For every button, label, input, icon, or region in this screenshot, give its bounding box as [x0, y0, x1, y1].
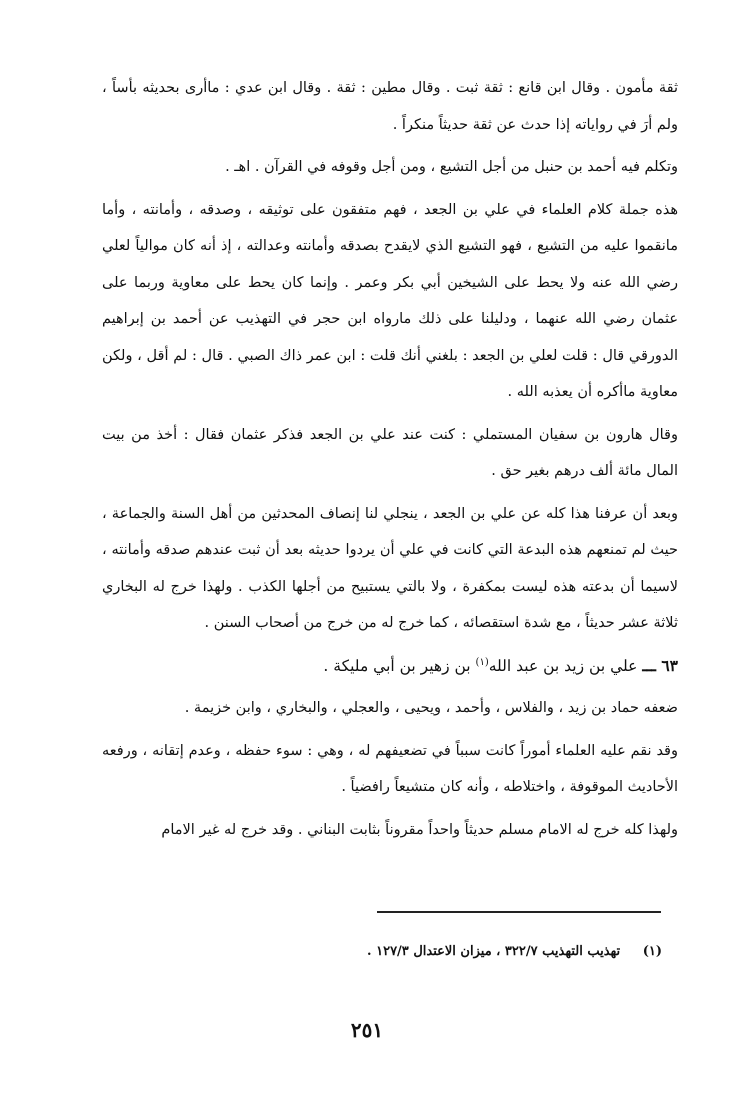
entry-name-start: علي بن زيد بن عبد الله	[488, 656, 638, 675]
footnote-number: (١)	[642, 944, 662, 959]
paragraph-summary: هذه جملة كلام العلماء في علي بن الجعد ، فهم متفقون على توثيقه ، وصدقه ، وأمانته ، وأما مانقموا عليه من التشيع ، فهو التشيع الذي لايقدح بصدقه وأمانته وعدالته ، إذ أنه كان موالياً لعلي رضي الله عنه ولا يحط على الشيخين أبي بكر وعمر . وإنما كان يحط على معاوية وربما على عثمان رضي الله عنهما ، ودليلنا على ذلك مارواه ابن حجر في التهذيب عن أحمد بن إبراهيم الدورقي قال : قلت لعلي بن الجعد : بلغني أنك قلت : ابن عمر ذاك الصبي . قال : لم أقل ، ولكن معاوية ماأكره أن يعذبه الله .	[102, 201, 678, 400]
footnote-marker[interactable]: (١)	[475, 656, 489, 668]
paragraph-intro: ثقة مأمون . وقال ابن قانع : ثقة ثبت . وقال مطين : ثقة . وقال ابن عدي : ماأرى بحديثه بأساً ، ولم أرَ في رواياته إذا حدث عن ثقة حديثاً منكراً .	[102, 80, 678, 133]
paragraph-criticism: وقد نقم عليه العلماء أموراً كانت سبباً في تضعيفهم له ، وهي : سوء حفظه ، وعدم إتقانه ، ورفعه الأحاديث الموقوفة ، واختلاطه ، وأنه كان متشيعاً رافضياً .	[102, 742, 678, 795]
paragraph-harun: وقال هارون بن سفيان المستملي : كنت عند علي بن الجعد فذكر عثمان فقال : أخذ من بيت المال مائة ألف درهم بغير حق .	[102, 426, 678, 479]
footnote	[120, 940, 662, 964]
paragraph-conclusion: وبعد أن عرفنا هذا كله عن علي بن الجعد ، ينجلي لنا إنصاف المحدثين من أهل السنة والجماعة ، حيث لم تمنعهم هذه البدعة التي كانت في علي أن يردوا حديثه بعد أن ثبت عندهم صدقه وأمانته ، لاسيما أن بدعته هذه ليست بمكفرة ، ولا بالتي يستبيح من أجلها الكذب . ولهذا خرج له البخاري ثلاثة عشر حديثاً ، مع شدة استقصائه ، كما خرج له من خرج من أصحاب السنن .	[102, 505, 678, 631]
footnote-divider	[377, 911, 661, 913]
paragraph-weakened: ضعفه حماد بن زيد ، والفلاس ، وأحمد ، ويحيى ، والعجلي ، والبخاري ، وابن خزيمة .	[184, 700, 678, 716]
footnote-text: تهذيب التهذيب ٣٢٢/٧ ، ميزان الاعتدال ١٢٧/٣ .	[367, 944, 621, 959]
paragraph-ahmad: وتكلم فيه أحمد بن حنبل من أجل التشيع ، ومن أجل وقوفه في القرآن . اهـ .	[225, 159, 678, 175]
paragraph-muslim: ولهذا كله خرج له الامام مسلم حديثاً واحداً مقروناً بثابت البناني . وقد خرج له غير الامام	[161, 821, 678, 838]
entry-heading	[102, 648, 678, 685]
entry-number: ٦٣ ـــ	[642, 655, 678, 675]
page-number: ٢٥١	[350, 1018, 384, 1042]
entry-name-end: بن زهير بن أبي مليكة .	[323, 656, 471, 675]
main-text	[102, 70, 678, 848]
